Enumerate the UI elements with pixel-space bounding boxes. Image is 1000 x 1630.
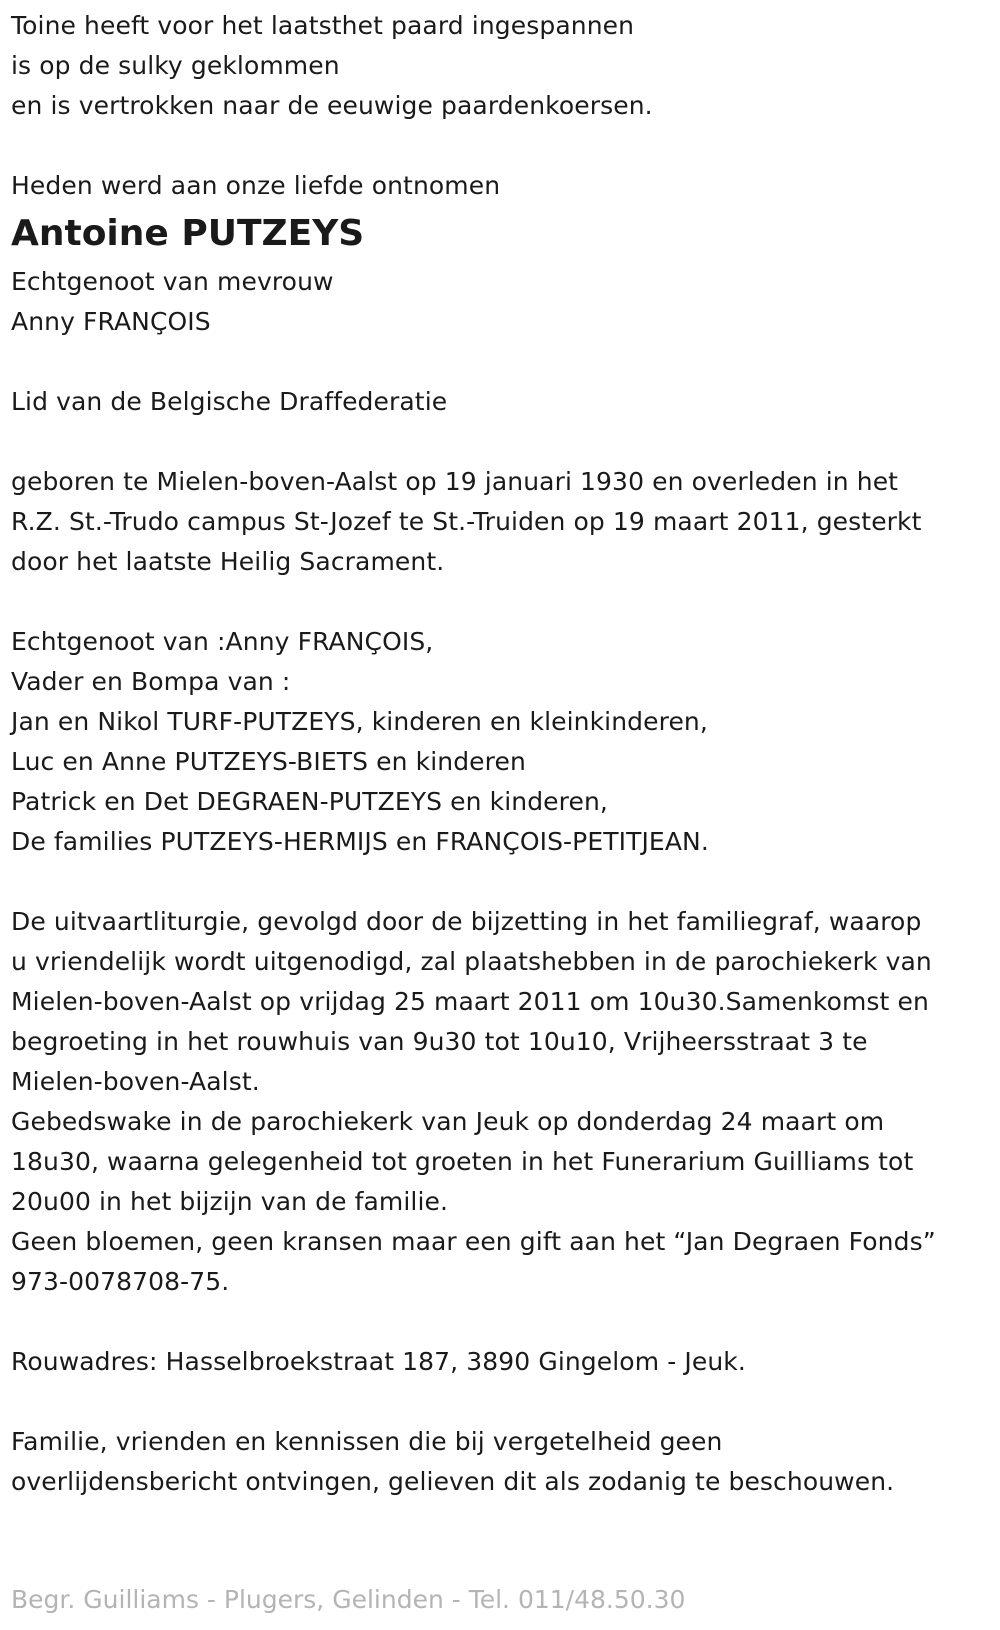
paragraph-line: Geen bloemen, geen kransen maar een gift aan het “Jan Degraen Fonds” [11, 1227, 936, 1256]
spacer [11, 862, 991, 902]
paragraph-line: door het laatste Heilig Sacrament. [11, 547, 445, 576]
spacer [11, 1382, 991, 1422]
intro-poem [11, 6, 991, 126]
spouse-line: Echtgenoot van mevrouw [11, 267, 334, 296]
spacer [11, 126, 991, 166]
paragraph-line: u vriendelijk wordt uitgenodigd, zal plaatshebben in de parochiekerk van [11, 947, 932, 976]
funeral-home-footer: Begr. Guilliams - Plugers, Gelinden - Tel. 011/48.50.30 [11, 1585, 686, 1614]
family-line: Echtgenoot van :Anny FRANÇOIS, [11, 627, 434, 656]
paragraph-line: begroeting in het rouwhuis van 9u30 tot 10u10, Vrijheersstraat 3 te [11, 1027, 868, 1056]
membership: Lid van de Belgische Draffederatie [11, 387, 448, 416]
spouse-block [11, 262, 991, 342]
spacer [11, 1302, 991, 1342]
family-line: De families PUTZEYS-HERMIJS en FRANÇOIS-PETITJEAN. [11, 827, 709, 856]
spacer [11, 422, 991, 462]
paragraph-line: geboren te Mielen-boven-Aalst op 19 januari 1930 en overleden in het [11, 467, 899, 496]
paragraph-line: Mielen-boven-Aalst op vrijdag 25 maart 2011 om 10u30.Samenkomst en [11, 987, 929, 1016]
paragraph-line: R.Z. St.-Trudo campus St-Jozef te St.-Truiden op 19 maart 2011, gesterkt [11, 507, 922, 536]
birth-death-paragraph [11, 462, 991, 582]
intro-line: is op de sulky geklommen [11, 51, 340, 80]
spacer [11, 582, 991, 622]
ceremony-paragraph [11, 902, 991, 1302]
closing-paragraph [11, 1422, 991, 1502]
intro-line: Toine heeft voor het laatsthet paard ingespannen [11, 11, 635, 40]
intro-line: en is vertrokken naar de eeuwige paardenkoersen. [11, 91, 653, 120]
family-line: Patrick en Det DEGRAEN-PUTZEYS en kinderen, [11, 787, 608, 816]
paragraph-line: De uitvaartliturgie, gevolgd door de bijzetting in het familiegraf, waarop [11, 907, 922, 936]
paragraph-line: 20u00 in het bijzijn van de familie. [11, 1187, 449, 1216]
deceased-name: Antoine PUTZEYS [11, 213, 365, 254]
family-line: Vader en Bompa van : [11, 667, 291, 696]
paragraph-line: Mielen-boven-Aalst. [11, 1067, 260, 1096]
family-list [11, 622, 991, 862]
family-line: Luc en Anne PUTZEYS-BIETS en kinderen [11, 747, 526, 776]
mourning-address: Rouwadres: Hasselbroekstraat 187, 3890 Gingelom - Jeuk. [11, 1347, 746, 1376]
spacer [11, 342, 991, 382]
obituary-notice [11, 6, 991, 1502]
paragraph-line: overlijdensbericht ontvingen, gelieven dit als zodanig te beschouwen. [11, 1467, 895, 1496]
announcement: Heden werd aan onze liefde ontnomen [11, 171, 501, 200]
paragraph-line: 18u30, waarna gelegenheid tot groeten in het Funerarium Guilliams tot [11, 1147, 914, 1176]
spouse-line: Anny FRANÇOIS [11, 307, 211, 336]
paragraph-line: Gebedswake in de parochiekerk van Jeuk op donderdag 24 maart om [11, 1107, 885, 1136]
family-line: Jan en Nikol TURF-PUTZEYS, kinderen en kleinkinderen, [11, 707, 708, 736]
paragraph-line: 973-0078708-75. [11, 1267, 230, 1296]
paragraph-line: Familie, vrienden en kennissen die bij vergetelheid geen [11, 1427, 723, 1456]
